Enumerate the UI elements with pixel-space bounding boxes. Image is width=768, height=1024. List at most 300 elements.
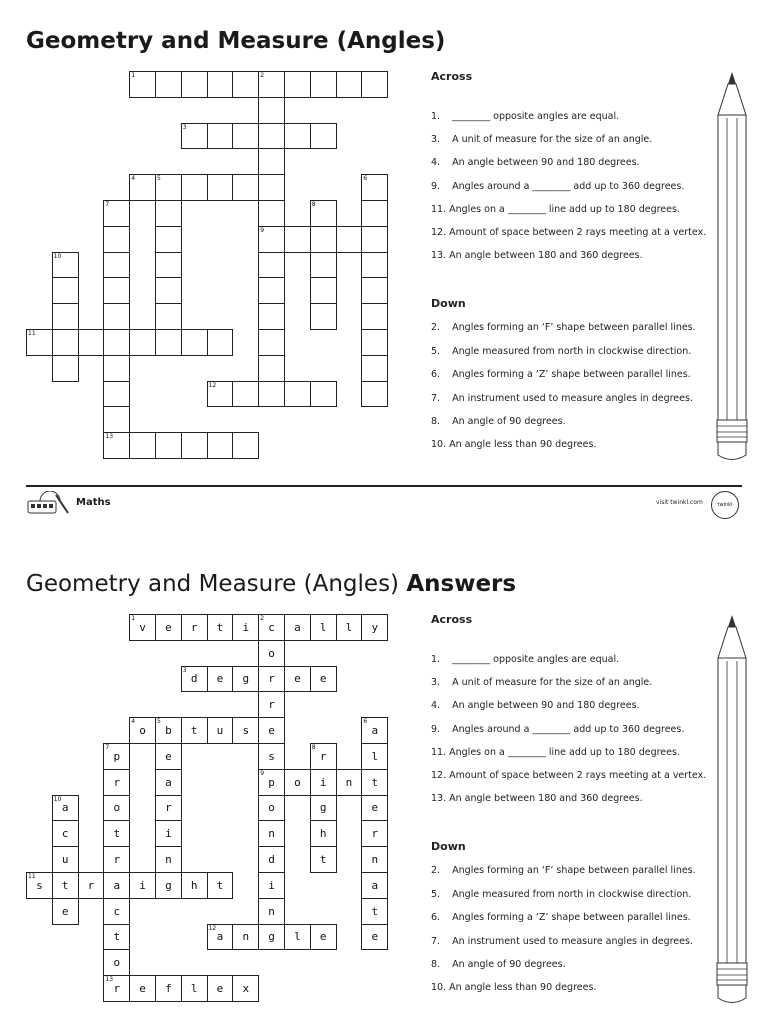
crossword-cell[interactable] (103, 226, 130, 253)
clue-across-4: 4. An angle between 90 and 180 degrees. (431, 700, 640, 711)
answer-letter: t (319, 853, 327, 867)
crossword-cell (284, 614, 311, 641)
crossword-cell[interactable] (155, 277, 182, 304)
crossword-cell (232, 614, 259, 641)
crossword-cell (258, 924, 285, 951)
page-title: Geometry and Measure (Angles) (26, 28, 446, 54)
crossword-cell (103, 769, 130, 796)
clue-across-9: 9. Angles around a ________ add up to 360 degrees. (431, 181, 685, 192)
answer-letter: t (216, 620, 224, 634)
crossword-grid-blank (0, 0, 400, 480)
answer-letter: s (36, 878, 43, 892)
clue-number: 3 (182, 123, 187, 131)
crossword-cell (78, 872, 105, 899)
crossword-cell[interactable] (26, 329, 53, 356)
crossword-cell (258, 691, 285, 718)
crossword-cell[interactable] (232, 174, 259, 201)
crossword-cell[interactable] (207, 123, 234, 150)
crossword-cell (103, 872, 130, 899)
crossword-cell[interactable] (103, 303, 130, 330)
crossword-cell[interactable] (52, 355, 79, 382)
crossword-cell[interactable] (258, 200, 285, 227)
clue-number: 7 (105, 201, 110, 208)
crossword-cell[interactable] (52, 329, 79, 356)
crossword-cell[interactable] (310, 71, 337, 98)
crossword-cell (310, 769, 337, 796)
crossword-cell (103, 898, 130, 925)
crossword-cell (284, 924, 311, 951)
answer-letter: h (190, 878, 198, 892)
clue-across-11: 11. Angles on a ________ line add up to 180 degrees. (431, 204, 680, 215)
answer-letter: p (268, 775, 275, 789)
clue-down-6: 6. Angles forming a ‘Z’ shape between parallel lines. (431, 912, 691, 923)
answer-letter: r (165, 801, 172, 815)
crossword-cell (310, 820, 337, 847)
clue-down-5: 5. Angle measured from north in clockwise direction. (431, 346, 692, 357)
answer-letter: a (371, 878, 379, 892)
answer-letter: g (319, 801, 327, 815)
crossword-cell[interactable] (258, 148, 285, 175)
clue-number: 3 (182, 666, 187, 674)
crossword-cell[interactable] (336, 226, 363, 253)
crossword-cell[interactable] (155, 174, 182, 201)
crossword-cell (361, 614, 388, 641)
maths-tools-icon (26, 491, 70, 517)
clue-down-6: 6. Angles forming a ‘Z’ shape between parallel lines. (431, 369, 691, 380)
clue-number: 13 (105, 976, 114, 984)
down-heading: Down (431, 297, 466, 310)
crossword-cell (258, 846, 285, 873)
crossword-cell (361, 924, 388, 951)
clue-down-5: 5. Angle measured from north in clockwise direction. (431, 889, 692, 900)
clue-number: 6 (363, 718, 368, 726)
crossword-cell[interactable] (258, 71, 285, 98)
answer-letter: t (216, 878, 224, 892)
crossword-cell (232, 975, 259, 1002)
answer-letter: o (113, 801, 121, 815)
answer-letter: h (319, 827, 327, 841)
crossword-cell[interactable] (103, 381, 130, 408)
crossword-cell (258, 872, 285, 899)
answer-letter: t (61, 878, 69, 892)
crossword-cell[interactable] (232, 71, 259, 98)
clue-down-10: 10. An angle less than 90 degrees. (431, 982, 597, 993)
crossword-cell (361, 717, 388, 744)
crossword-cell (129, 717, 156, 744)
clue-number: 2 (260, 615, 265, 622)
crossword-cell[interactable] (361, 252, 388, 279)
clue-across-12: 12. Amount of space between 2 rays meeting at a vertex. (431, 227, 707, 238)
answer-letter: r (113, 982, 121, 996)
crossword-cell[interactable] (103, 432, 130, 459)
answer-letter: g (242, 672, 250, 686)
clue-number: 10 (53, 252, 62, 260)
answer-letter: t (371, 775, 379, 789)
crossword-cell[interactable] (258, 174, 285, 201)
crossword-cell[interactable] (129, 329, 156, 356)
crossword-cell[interactable] (52, 277, 79, 304)
answer-letter: a (294, 620, 301, 634)
answer-letter: a (61, 801, 69, 815)
answer-letter: l (294, 930, 301, 944)
crossword-cell (336, 614, 363, 641)
answer-letter: e (319, 672, 327, 686)
crossword-cell[interactable] (181, 71, 208, 98)
answer-letter: t (190, 724, 198, 738)
answer-letter: r (113, 853, 121, 867)
footer (0, 485, 768, 543)
crossword-cell (361, 898, 388, 925)
answer-letter: b (165, 724, 172, 738)
answer-letter: t (371, 904, 379, 918)
crossword-cell (361, 820, 388, 847)
crossword-cell (361, 872, 388, 899)
answer-letter: o (113, 956, 121, 970)
crossword-cell[interactable] (207, 381, 234, 408)
crossword-cell[interactable] (310, 252, 337, 279)
crossword-cell[interactable] (361, 226, 388, 253)
worksheet-answers (0, 543, 768, 1024)
crossword-cell (181, 872, 208, 899)
answer-letter: s (242, 724, 250, 738)
crossword-cell[interactable] (52, 303, 79, 330)
answer-letter: r (190, 620, 198, 634)
crossword-cell[interactable] (232, 123, 259, 150)
answer-letter: l (190, 982, 198, 996)
answer-letter: i (319, 775, 327, 789)
clue-number: 11 (28, 873, 36, 880)
clue-number: 4 (131, 175, 136, 183)
answer-letter: o (139, 724, 146, 738)
clue-number: 1 (131, 72, 136, 79)
answer-letter: n (371, 853, 379, 867)
footer-subject: Maths (76, 497, 111, 508)
crossword-cell[interactable] (336, 71, 363, 98)
crossword-cell[interactable] (310, 277, 337, 304)
crossword-cell[interactable] (103, 252, 130, 279)
across-heading: Across (431, 613, 473, 626)
answer-letter: c (113, 904, 121, 918)
crossword-grid-answers (0, 543, 400, 1023)
crossword-cell[interactable] (103, 200, 130, 227)
crossword-cell (258, 666, 285, 693)
answer-letter: c (268, 620, 275, 634)
answer-letter: n (165, 853, 172, 867)
crossword-cell (258, 769, 285, 796)
answer-letter: a (113, 878, 121, 892)
answer-letter: e (61, 904, 69, 918)
crossword-cell (181, 666, 208, 693)
clue-down-7: 7. An instrument used to measure angles in degrees. (431, 936, 693, 947)
clue-number: 6 (363, 175, 368, 183)
crossword-cell (232, 717, 259, 744)
crossword-cell[interactable] (129, 174, 156, 201)
crossword-cell[interactable] (155, 252, 182, 279)
answer-letter: r (87, 878, 95, 892)
clue-across-3: 3. A unit of measure for the size of an angle. (431, 677, 653, 688)
answer-letter: r (319, 749, 327, 763)
crossword-cell[interactable] (181, 123, 208, 150)
answer-letter: s (268, 749, 275, 763)
answer-letter: a (371, 724, 379, 738)
crossword-cell[interactable] (258, 355, 285, 382)
crossword-cell (207, 666, 234, 693)
pencil-icon (712, 70, 752, 465)
crossword-cell (336, 769, 363, 796)
clue-across-4: 4. An angle between 90 and 180 degrees. (431, 157, 640, 168)
answer-letter: e (165, 620, 172, 634)
crossword-cell[interactable] (232, 432, 259, 459)
crossword-cell[interactable] (78, 329, 105, 356)
answer-letter: e (319, 930, 327, 944)
crossword-cell[interactable] (310, 123, 337, 150)
answer-letter: e (216, 672, 224, 686)
crossword-cell (129, 975, 156, 1002)
crossword-cell (103, 846, 130, 873)
clue-number: 11 (28, 330, 36, 337)
answer-letter: t (113, 930, 121, 944)
crossword-cell (258, 820, 285, 847)
crossword-cell[interactable] (207, 329, 234, 356)
clue-down-2: 2. Angles forming an ‘F’ shape between parallel lines. (431, 322, 696, 333)
clue-number: 2 (260, 72, 265, 79)
crossword-cell[interactable] (258, 277, 285, 304)
crossword-cell (361, 743, 388, 770)
clue-number: 5 (157, 718, 161, 726)
crossword-cell (310, 795, 337, 822)
crossword-cell[interactable] (258, 97, 285, 124)
across-heading: Across (431, 70, 473, 83)
answer-letter: u (61, 853, 69, 867)
clue-across-1: 1. ________ opposite angles are equal. (431, 654, 620, 665)
clue-number: 9 (260, 226, 265, 234)
clue-number: 12 (208, 381, 217, 389)
crossword-cell[interactable] (284, 123, 311, 150)
crossword-cell[interactable] (103, 329, 130, 356)
crossword-cell[interactable] (155, 200, 182, 227)
crossword-cell (181, 717, 208, 744)
crossword-cell (258, 743, 285, 770)
answer-letter: n (345, 775, 353, 789)
crossword-cell[interactable] (258, 329, 285, 356)
crossword-cell[interactable] (284, 71, 311, 98)
answer-letter: i (242, 620, 250, 634)
answer-letter: g (268, 930, 275, 944)
answer-letter: e (139, 982, 146, 996)
answer-letter: f (165, 982, 172, 996)
crossword-cell (258, 614, 285, 641)
crossword-cell[interactable] (361, 71, 388, 98)
crossword-cell (155, 820, 182, 847)
crossword-cell (284, 666, 311, 693)
crossword-cell (232, 666, 259, 693)
answer-letter: o (268, 801, 275, 815)
crossword-cell[interactable] (361, 174, 388, 201)
crossword-cell[interactable] (258, 303, 285, 330)
crossword-cell (310, 924, 337, 951)
crossword-cell (258, 717, 285, 744)
crossword-cell (155, 872, 182, 899)
crossword-cell (129, 872, 156, 899)
answer-letter: n (268, 904, 275, 918)
clue-number: 8 (311, 744, 316, 751)
answer-letter: r (268, 672, 275, 686)
crossword-cell (103, 795, 130, 822)
crossword-cell[interactable] (207, 432, 234, 459)
answer-letter: e (165, 749, 172, 763)
crossword-cell (310, 846, 337, 873)
crossword-cell[interactable] (361, 200, 388, 227)
crossword-cell (258, 898, 285, 925)
answer-letter: a (216, 930, 224, 944)
crossword-cell[interactable] (284, 381, 311, 408)
crossword-cell (181, 614, 208, 641)
clue-number: 4 (131, 718, 136, 726)
crossword-cell[interactable] (361, 277, 388, 304)
crossword-cell[interactable] (232, 381, 259, 408)
clue-number: 7 (105, 744, 110, 751)
crossword-cell[interactable] (258, 252, 285, 279)
clue-number: 13 (105, 433, 114, 441)
crossword-cell (207, 614, 234, 641)
answer-letter: n (268, 827, 275, 841)
crossword-cell[interactable] (284, 226, 311, 253)
clue-across-9: 9. Angles around a ________ add up to 360 degrees. (431, 724, 685, 735)
crossword-cell (52, 872, 79, 899)
clue-number: 8 (311, 201, 316, 208)
clue-number: 5 (157, 175, 161, 183)
crossword-cell[interactable] (181, 174, 208, 201)
crossword-cell[interactable] (155, 71, 182, 98)
crossword-cell (155, 795, 182, 822)
crossword-cell[interactable] (361, 329, 388, 356)
crossword-cell (103, 743, 130, 770)
crossword-cell (361, 769, 388, 796)
answer-letter: a (165, 775, 172, 789)
crossword-cell[interactable] (310, 200, 337, 227)
crossword-cell (52, 795, 79, 822)
clue-across-13: 13. An angle between 180 and 360 degrees. (431, 793, 643, 804)
clue-across-1: 1. ________ opposite angles are equal. (431, 111, 620, 122)
clue-number: 10 (53, 795, 62, 803)
crossword-cell[interactable] (129, 432, 156, 459)
crossword-cell[interactable] (310, 381, 337, 408)
crossword-cell (310, 666, 337, 693)
clue-across-11: 11. Angles on a ________ line add up to 180 degrees. (431, 747, 680, 758)
clue-across-12: 12. Amount of space between 2 rays meeting at a vertex. (431, 770, 707, 781)
pencil-icon (712, 613, 752, 1008)
crossword-cell[interactable] (181, 432, 208, 459)
crossword-cell (52, 846, 79, 873)
crossword-cell (310, 743, 337, 770)
answer-letter: r (113, 775, 121, 789)
crossword-cell (103, 975, 130, 1002)
crossword-cell[interactable] (258, 123, 285, 150)
answer-letter: y (371, 620, 379, 634)
crossword-cell[interactable] (310, 303, 337, 330)
crossword-cell (207, 717, 234, 744)
crossword-cell (129, 614, 156, 641)
answer-letter: t (113, 827, 121, 841)
clue-down-10: 10. An angle less than 90 degrees. (431, 439, 597, 450)
clue-across-13: 13. An angle between 180 and 360 degrees. (431, 250, 643, 261)
crossword-cell (52, 820, 79, 847)
crossword-cell (207, 924, 234, 951)
crossword-cell (155, 769, 182, 796)
crossword-cell[interactable] (361, 381, 388, 408)
down-heading: Down (431, 840, 466, 853)
answer-letter: x (242, 982, 250, 996)
crossword-cell[interactable] (258, 226, 285, 253)
crossword-cell (232, 924, 259, 951)
clue-down-2: 2. Angles forming an ‘F’ shape between parallel lines. (431, 865, 696, 876)
crossword-cell[interactable] (155, 226, 182, 253)
answer-letter: i (268, 878, 275, 892)
answer-letter: r (371, 827, 379, 841)
crossword-cell[interactable] (181, 329, 208, 356)
answer-letter: e (216, 982, 224, 996)
crossword-cell[interactable] (310, 226, 337, 253)
clue-across-3: 3. A unit of measure for the size of an angle. (431, 134, 653, 145)
clue-down-7: 7. An instrument used to measure angles in degrees. (431, 393, 693, 404)
answer-letter: l (345, 620, 353, 634)
answer-letter: c (61, 827, 69, 841)
crossword-cell (103, 924, 130, 951)
answer-letter: e (371, 801, 379, 815)
answer-letter: e (371, 930, 379, 944)
answer-letter: d (190, 672, 198, 686)
footer-visit-link[interactable]: visit twinkl.com (656, 499, 703, 506)
crossword-cell[interactable] (103, 355, 130, 382)
answer-letter: e (268, 724, 275, 738)
crossword-cell (52, 898, 79, 925)
crossword-cell (181, 975, 208, 1002)
crossword-cell[interactable] (361, 303, 388, 330)
answer-letter: v (139, 620, 146, 634)
answer-letter: e (294, 672, 301, 686)
crossword-cell[interactable] (361, 355, 388, 382)
answers-title-word: Answers (406, 571, 517, 597)
crossword-cell[interactable] (155, 303, 182, 330)
answer-letter: r (268, 698, 275, 712)
crossword-cell[interactable] (207, 71, 234, 98)
answer-letter: u (216, 724, 224, 738)
answer-letter: n (242, 930, 250, 944)
crossword-cell (155, 717, 182, 744)
answer-letter: p (113, 749, 121, 763)
crossword-cell[interactable] (258, 381, 285, 408)
crossword-cell[interactable] (103, 277, 130, 304)
crossword-cell[interactable] (155, 329, 182, 356)
brand-logo: twinkl (711, 491, 739, 519)
crossword-cell[interactable] (52, 252, 79, 279)
clue-number: 1 (131, 615, 136, 622)
answer-letter: o (294, 775, 301, 789)
answers-title-main: Geometry and Measure (Angles) (26, 571, 400, 597)
crossword-cell (103, 820, 130, 847)
crossword-cell[interactable] (129, 71, 156, 98)
crossword-cell[interactable] (207, 174, 234, 201)
answer-letter: l (319, 620, 327, 634)
crossword-cell (26, 872, 53, 899)
crossword-cell[interactable] (103, 406, 130, 433)
answer-letter: i (139, 878, 146, 892)
answer-letter: o (268, 646, 275, 660)
crossword-cell (361, 795, 388, 822)
clue-down-8: 8. An angle of 90 degrees. (431, 959, 566, 970)
crossword-cell (155, 743, 182, 770)
crossword-cell[interactable] (155, 432, 182, 459)
